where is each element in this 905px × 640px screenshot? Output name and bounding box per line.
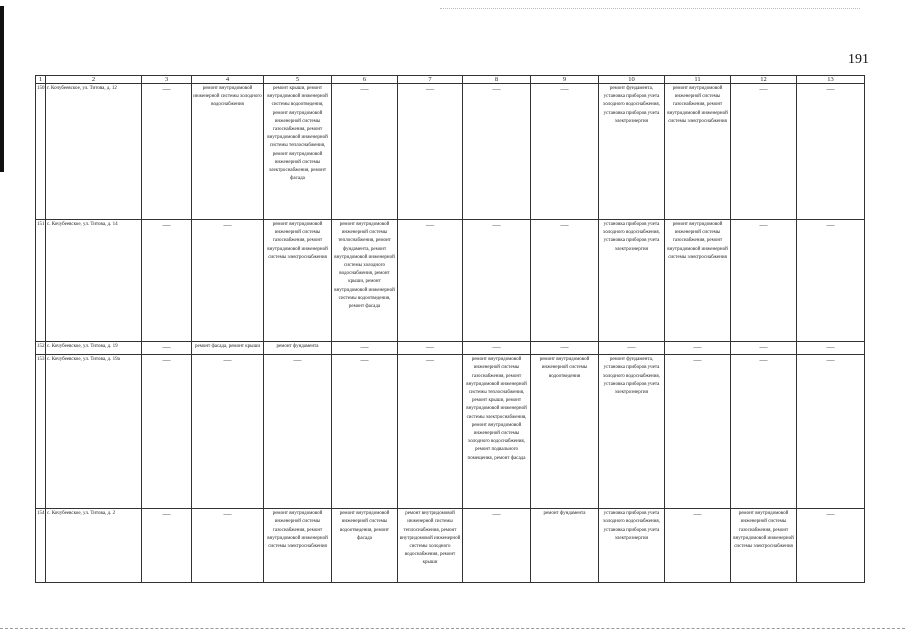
empty-cell	[665, 509, 731, 583]
work-cell: ремонт фундамента, установка приборов учета холодного водоснабжения, установка приборов учета электроэнергии	[599, 84, 665, 220]
empty-cell	[463, 84, 531, 220]
dash-mark: —	[826, 509, 835, 519]
scan-edge-bar	[0, 6, 4, 172]
dash-mark: —	[759, 355, 768, 365]
col-header: 7	[398, 76, 463, 84]
empty-cell	[142, 355, 192, 509]
dash-mark: —	[162, 509, 171, 519]
row-address: г. Кочубеевское, ул. Титова, д. 12	[46, 84, 142, 220]
work-cell: ремонт фундамента	[264, 342, 332, 355]
empty-cell	[731, 84, 797, 220]
row-number: 151	[36, 220, 46, 342]
empty-cell	[398, 84, 463, 220]
work-cell: ремонт внутридомовой инженерной системы газоснабжения, ремонт внутридомовой инженерной системы электроснабжения	[264, 220, 332, 342]
empty-cell	[264, 355, 332, 509]
empty-cell	[797, 342, 865, 355]
dash-mark: —	[162, 84, 171, 93]
col-header: 5	[264, 76, 332, 84]
empty-cell	[665, 355, 731, 509]
dash-mark: —	[826, 342, 835, 351]
work-cell: ремонт фундамента, установка приборов учета холодного водоснабжения, установка приборов учета электроэнергии	[599, 355, 665, 509]
work-cell: ремонт внутридомовой инженерной системы теплоснабжения, ремонт внутридомовой инженерной системы холодного водоснабжения, ремонт крыши	[398, 509, 463, 583]
col-header: 3	[142, 76, 192, 84]
empty-cell	[463, 220, 531, 342]
empty-cell	[797, 355, 865, 509]
empty-cell	[731, 342, 797, 355]
empty-cell	[332, 342, 398, 355]
empty-cell	[797, 509, 865, 583]
row-address: с. Кочубеевское, ул. Титова, д. 2	[46, 509, 142, 583]
work-cell: установка приборов учета холодного водоснабжения, установка приборов учета электроэнергии	[599, 220, 665, 342]
scan-noise-bottom	[0, 628, 905, 633]
empty-cell	[731, 355, 797, 509]
work-cell: ремонт внутридомовой инженерной системы теплоснабжения, ремонт фундамента, ремонт внутридомовой инженерной системы холодного водоснабжения, ремонт крыши, ремонт внутридомовой инженерной системы водоотведения, ремонт фасада	[332, 220, 398, 342]
empty-cell	[531, 220, 599, 342]
empty-cell	[332, 355, 398, 509]
row-number: 152	[36, 342, 46, 355]
col-header: 6	[332, 76, 398, 84]
empty-cell	[731, 220, 797, 342]
table-row	[36, 342, 865, 355]
work-cell: ремонт внутридомовой инженерной системы газоснабжения, ремонт внутридомовой инженерной системы теплоснабжения, ремонт крыши, ремонт внутридомовой инженерной системы электроснабжения, ремонт внутридомовой инженерной системы холодного водоснабжения, ремонт подвального помещения, ремонт фасада	[463, 355, 531, 509]
dash-mark: —	[826, 220, 835, 229]
dash-mark: —	[223, 220, 232, 229]
dash-mark: —	[360, 355, 369, 365]
dash-mark: —	[162, 220, 171, 229]
dash-mark: —	[560, 220, 569, 229]
work-cell: ремонт внутридомовой инженерной системы газоснабжения, ремонт внутридомовой инженерной системы электроснабжения	[665, 84, 731, 220]
empty-cell	[531, 84, 599, 220]
row-number: 153	[36, 355, 46, 509]
dash-mark: —	[223, 509, 232, 519]
empty-cell	[398, 220, 463, 342]
dash-mark: —	[162, 342, 171, 351]
empty-cell	[463, 342, 531, 355]
dash-mark: —	[293, 355, 302, 365]
col-header: 10	[599, 76, 665, 84]
col-header: 1	[36, 76, 46, 84]
work-cell: установка приборов учета холодного водоснабжения, установка приборов учета электроэнергии	[599, 509, 665, 583]
empty-cell	[797, 220, 865, 342]
work-cell: ремонт фасада, ремонт крыши	[192, 342, 264, 355]
work-cell: ремонт внутридомовой инженерной системы газоснабжения, ремонт внутридомовой инженерной системы электроснабжения	[731, 509, 797, 583]
dash-mark: —	[223, 355, 232, 365]
dash-mark: —	[492, 84, 501, 93]
page-number: 191	[848, 52, 869, 67]
empty-cell	[192, 509, 264, 583]
empty-cell	[142, 509, 192, 583]
dash-mark: —	[492, 342, 501, 351]
dash-mark: —	[492, 220, 501, 229]
empty-cell	[192, 220, 264, 342]
col-header: 13	[797, 76, 865, 84]
repair-schedule-table	[35, 75, 865, 583]
dash-mark: —	[360, 84, 369, 93]
dash-mark: —	[693, 509, 702, 519]
empty-cell	[192, 355, 264, 509]
dash-mark: —	[759, 342, 768, 351]
dash-mark: —	[426, 342, 434, 351]
table-row	[36, 509, 865, 583]
col-header: 12	[731, 76, 797, 84]
empty-cell	[398, 342, 463, 355]
dash-mark: —	[693, 355, 702, 365]
col-header: 2	[46, 76, 142, 84]
header-row	[36, 76, 865, 84]
work-cell: ремонт внутридомовой инженерной системы водоотведения, ремонт фасада	[332, 509, 398, 583]
table-row	[36, 220, 865, 342]
empty-cell	[142, 84, 192, 220]
empty-cell	[332, 84, 398, 220]
row-number: 154	[36, 509, 46, 583]
row-address: с. Кочубеевское, ул. Титова, д. 19	[46, 342, 142, 355]
empty-cell	[463, 509, 531, 583]
table-row	[36, 355, 865, 509]
dash-mark: —	[360, 342, 369, 351]
work-cell: ремонт внутридомовой инженерной системы газоснабжения, ремонт внутридомовой инженерной системы электроснабжения	[665, 220, 731, 342]
work-cell: ремонт внутридомовой инженерной системы холодного водоснабжения	[192, 84, 264, 220]
empty-cell	[142, 220, 192, 342]
dash-mark: —	[826, 84, 835, 93]
row-address: с. Кочубеевское, ул. Титова, д. 19а	[46, 355, 142, 509]
col-header: 11	[665, 76, 731, 84]
dash-mark: —	[560, 342, 569, 351]
empty-cell	[665, 342, 731, 355]
dash-mark: —	[492, 509, 501, 519]
work-cell: ремонт фундамента	[531, 509, 599, 583]
empty-cell	[797, 84, 865, 220]
col-header: 8	[463, 76, 531, 84]
empty-cell	[531, 342, 599, 355]
col-header: 4	[192, 76, 264, 84]
dash-mark: —	[426, 355, 434, 365]
row-number: 150	[36, 84, 46, 220]
scan-noise-top	[440, 8, 860, 13]
dash-mark: —	[627, 342, 636, 351]
dash-mark: —	[759, 220, 768, 229]
empty-cell	[398, 355, 463, 509]
dash-mark: —	[693, 342, 702, 351]
empty-cell	[599, 342, 665, 355]
row-address: с. Кочубеевское, ул. Титова, д. 14	[46, 220, 142, 342]
col-header: 9	[531, 76, 599, 84]
dash-mark: —	[426, 220, 434, 229]
table-row	[36, 84, 865, 220]
work-cell: ремонт крыши, ремонт внутридомовой инженерной системы водоотведения, ремонт внутридомовой инженерной системы газоснабжения, ремонт внутридомовой инженерной системы теплоснабжения, ремонт внутридомовой инженерной системы электроснабжения, ремонт фасада	[264, 84, 332, 220]
dash-mark: —	[826, 355, 835, 365]
work-cell: ремонт внутридомовой инженерной системы водоотведения	[531, 355, 599, 509]
dash-mark: —	[560, 84, 569, 93]
dash-mark: —	[759, 84, 768, 93]
dash-mark: —	[426, 84, 434, 93]
work-cell: ремонт внутридомовой инженерной системы газоснабжения, ремонт внутридомовой инженерной системы электроснабжения	[264, 509, 332, 583]
empty-cell	[142, 342, 192, 355]
dash-mark: —	[162, 355, 171, 365]
